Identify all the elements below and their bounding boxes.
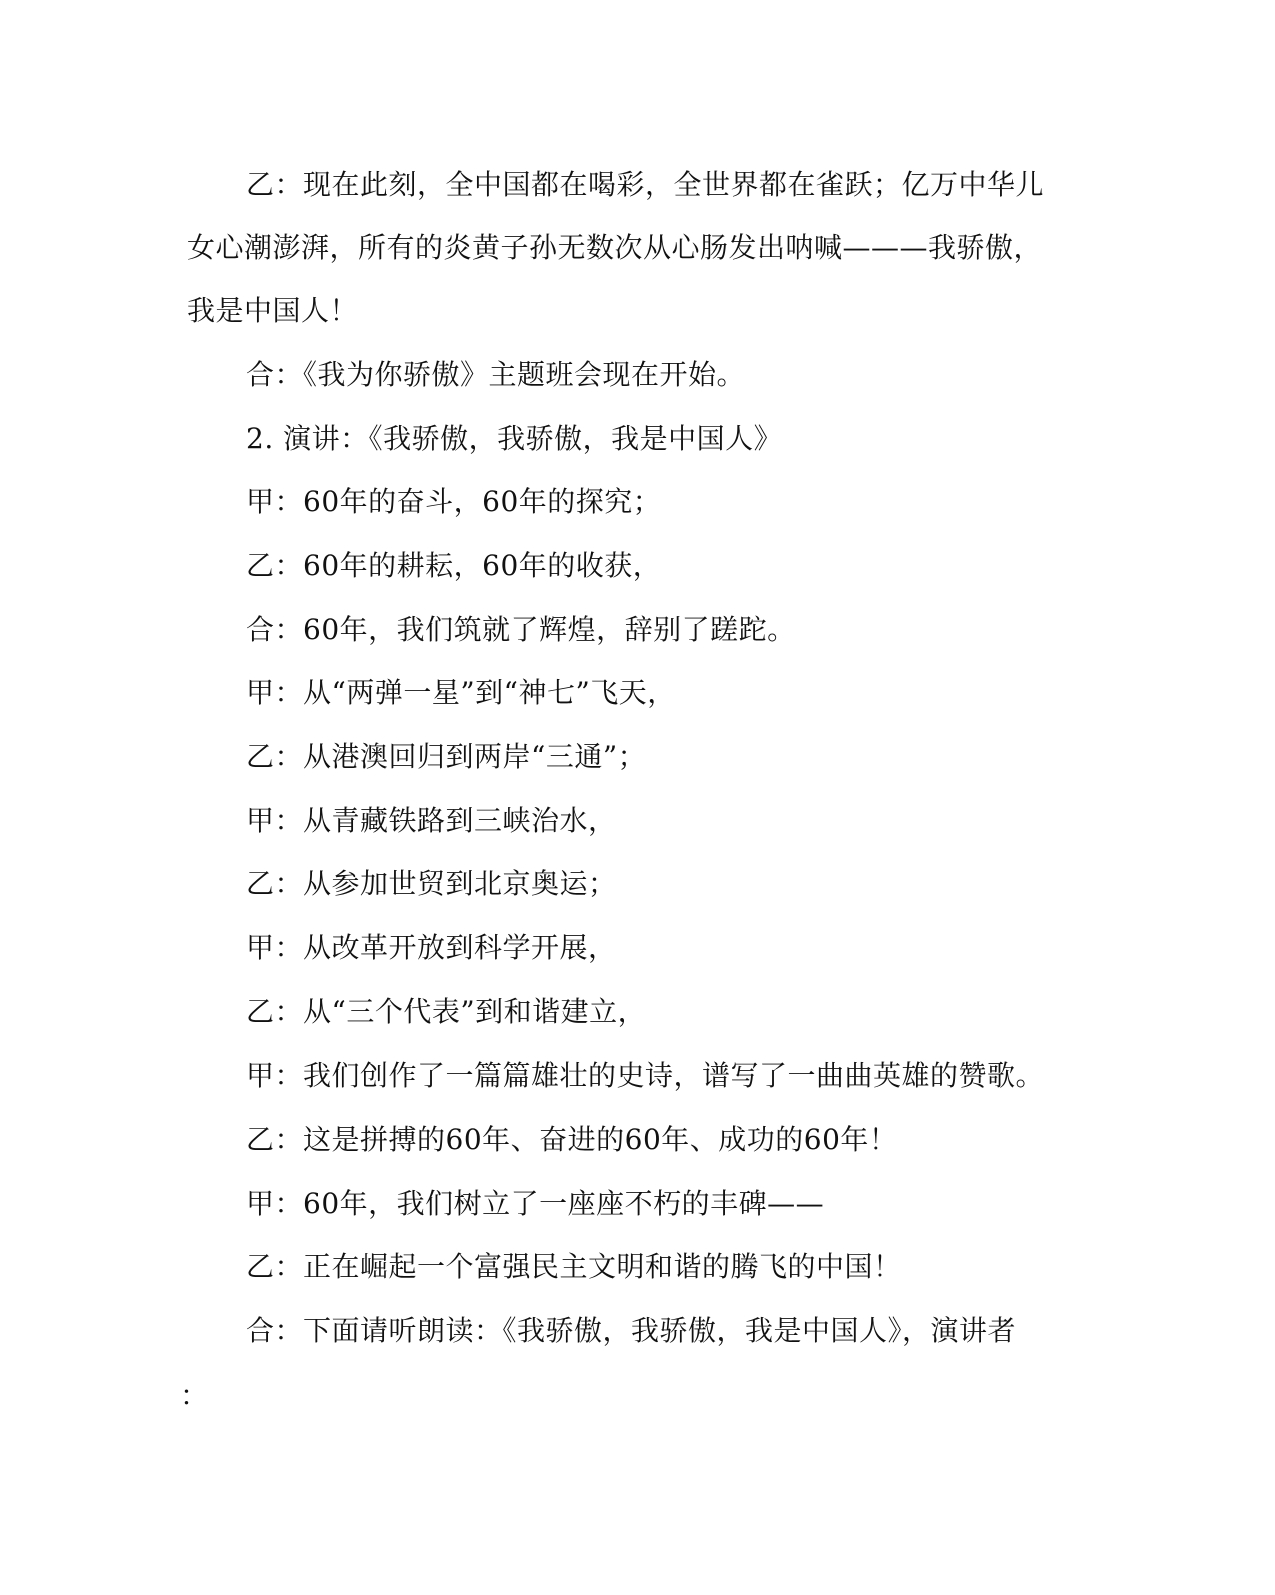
paragraph-line: 乙：从港澳回归到两岸“三通”； bbox=[246, 740, 647, 773]
paragraph-line: 甲：从青藏铁路到三峡治水， bbox=[246, 804, 617, 837]
paragraph-line: 乙：正在崛起一个富强民主文明和谐的腾飞的中国！ bbox=[246, 1250, 902, 1283]
paragraph-line: 乙：从参加世贸到北京奥运； bbox=[246, 867, 617, 900]
paragraph-line: 我是中国人！ bbox=[187, 294, 359, 327]
paragraph-line: 甲：从改革开放到科学开展， bbox=[246, 931, 617, 964]
paragraph-line: 乙：从“三个代表”到和谐建立， bbox=[246, 995, 647, 1028]
paragraph-line: 乙：60年的耕耘，60年的收获， bbox=[246, 549, 662, 582]
paragraph-line: 合：60年，我们筑就了辉煌，辞别了蹉跎。 bbox=[246, 613, 796, 646]
paragraph-line: ： bbox=[180, 1379, 209, 1412]
paragraph-line: 合：下面请听朗读：《我骄傲，我骄傲，我是中国人》，演讲者 bbox=[246, 1314, 1017, 1347]
paragraph-line: 甲：我们创作了一篇篇雄壮的史诗，谱写了一曲曲英雄的赞歌。 bbox=[246, 1059, 1045, 1092]
paragraph-line: 甲：从“两弹一星”到“神七”飞天， bbox=[246, 676, 676, 709]
paragraph-line: 合：《我为你骄傲》主题班会现在开始。 bbox=[246, 358, 746, 391]
section-heading: 2. 演讲：《我骄傲，我骄傲，我是中国人》 bbox=[246, 422, 783, 455]
paragraph-line: 乙：这是拼搏的60年、奋进的60年、成功的60年！ bbox=[246, 1123, 898, 1156]
paragraph-line: 乙：现在此刻，全中国都在喝彩，全世界都在雀跃；亿万中华儿 bbox=[246, 168, 1045, 201]
paragraph-line: 女心潮澎湃，所有的炎黄子孙无数次从心肠发出呐喊———我骄傲， bbox=[187, 231, 1043, 264]
paragraph-line: 甲：60年的奋斗，60年的探究； bbox=[246, 485, 662, 518]
paragraph-line: 甲：60年，我们树立了一座座不朽的丰碑—— bbox=[246, 1187, 825, 1220]
